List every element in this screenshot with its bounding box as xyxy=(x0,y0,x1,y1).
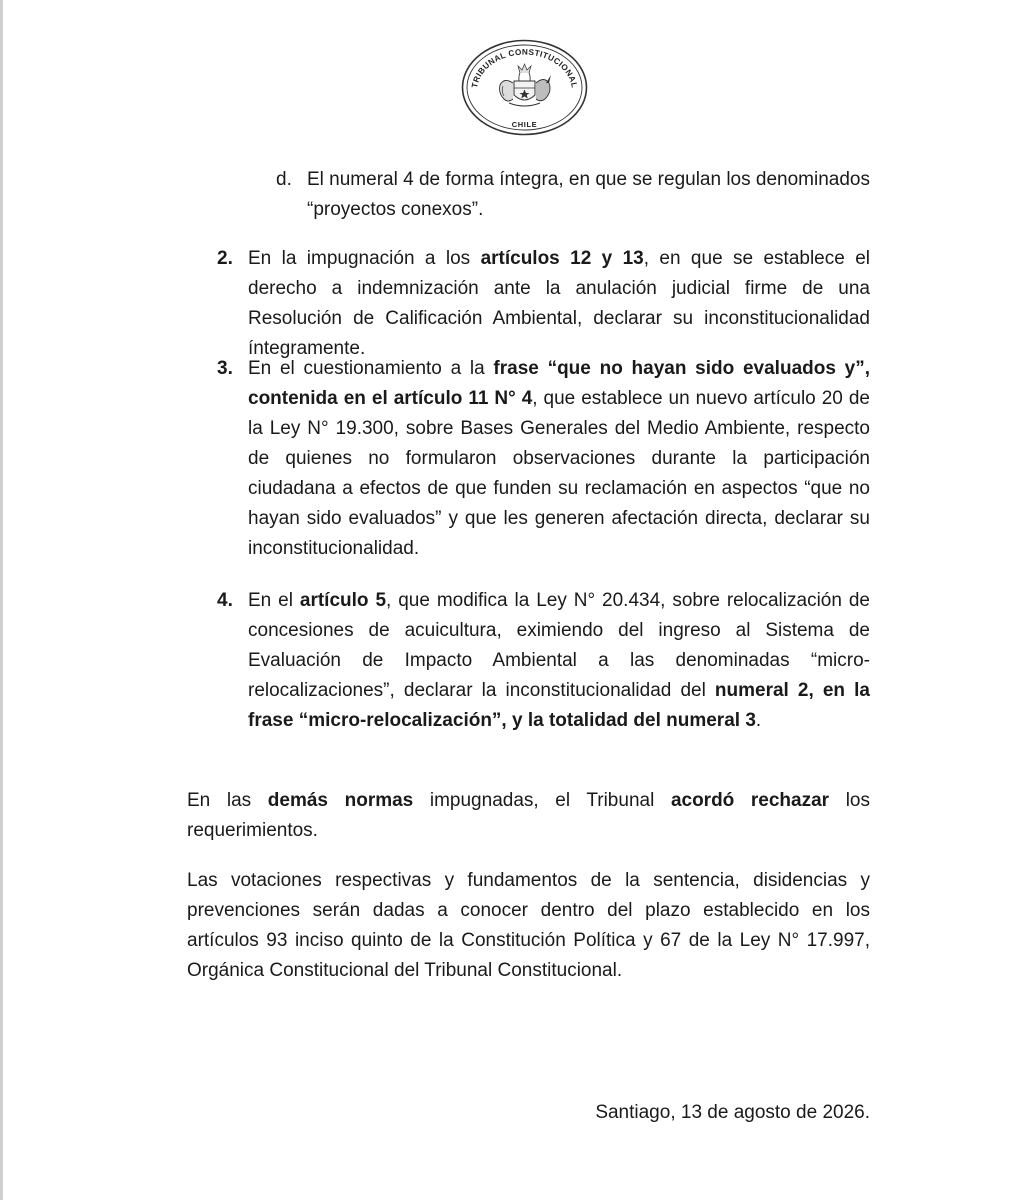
text-run: En el cuestionamiento a la xyxy=(248,358,494,379)
bold-text-run: demás normas xyxy=(267,790,414,811)
text-run: los requerimientos. xyxy=(187,790,870,841)
item-marker: 3. xyxy=(217,358,233,379)
text-run: , que modifica la Ley N° 20.434, sobre relocalización de concesiones de acuicultura, eximiendo del ingreso al Sistema de Evaluación de Impacto Ambiental a las denominadas “micro-relocalizaciones”, declarar la inconstitucionalidad del xyxy=(248,590,870,701)
item-text xyxy=(248,586,870,736)
text-run: impugnadas, el Tribunal xyxy=(413,790,671,811)
bold-text-run: artículos 12 y 13 xyxy=(480,248,644,269)
item-marker: d. xyxy=(276,169,292,190)
paragraph-rejection xyxy=(187,786,870,846)
list-item-2 xyxy=(217,244,870,364)
svg-text:TRIBUNAL CONSTITUCIONAL: TRIBUNAL CONSTITUCIONAL xyxy=(470,47,579,89)
item-marker: 4. xyxy=(217,590,233,611)
item-text: El numeral 4 de forma íntegra, en que se regulan los denominados “proyectos conexos”. xyxy=(307,169,870,220)
item-text xyxy=(248,354,870,564)
list-item-4 xyxy=(217,586,870,736)
signature-date: Santiago, 13 de agosto de 2026. xyxy=(595,1102,870,1123)
text-run: En el xyxy=(248,590,300,611)
tribunal-seal-logo xyxy=(461,39,588,136)
list-item-d xyxy=(276,165,870,225)
item-marker: 2. xyxy=(217,248,233,269)
text-run: . xyxy=(755,710,762,731)
text-run: En la impugnación a los xyxy=(248,248,481,269)
bold-text-run: artículo 5 xyxy=(299,590,387,611)
paragraph-votes: Las votaciones respectivas y fundamentos de la sentencia, disidencias y prevenciones serán dadas a conocer dentro del plazo establecido en los artículos 93 inciso quinto de la Constitución Política y 67 de la Ley N° 17.997, Orgánica Constitucional del Tribunal Constitucional. xyxy=(187,870,870,981)
bold-text-run: frase “que no hayan sido evaluados y”, contenida en el artículo 11 N° 4 xyxy=(248,358,870,409)
list-item-3 xyxy=(217,354,870,564)
item-text xyxy=(248,244,870,364)
svg-text:CHILE: CHILE xyxy=(511,120,538,129)
text-run: En las xyxy=(187,790,268,811)
bold-text-run: numeral 2, en la frase “micro-relocalización”, y la totalidad del numeral 3 xyxy=(248,680,870,731)
bold-text-run: acordó rechazar xyxy=(670,790,830,811)
text-run: , en que se establece el derecho a indemnización ante la anulación judicial firme de una Resolución de Calificación Ambiental, declarar su inconstitucionalidad íntegramente. xyxy=(248,248,870,359)
text-run: , que establece un nuevo artículo 20 de la Ley N° 19.300, sobre Bases Generales del Medio Ambiente, respecto de quienes no formularon observaciones durante la participación ciudadana a efectos de que funden su reclamación en aspectos “que no hayan sido evaluados” y que les generen afectación directa, declarar su inconstitucionalidad. xyxy=(248,388,870,559)
page-edge xyxy=(0,0,3,1200)
